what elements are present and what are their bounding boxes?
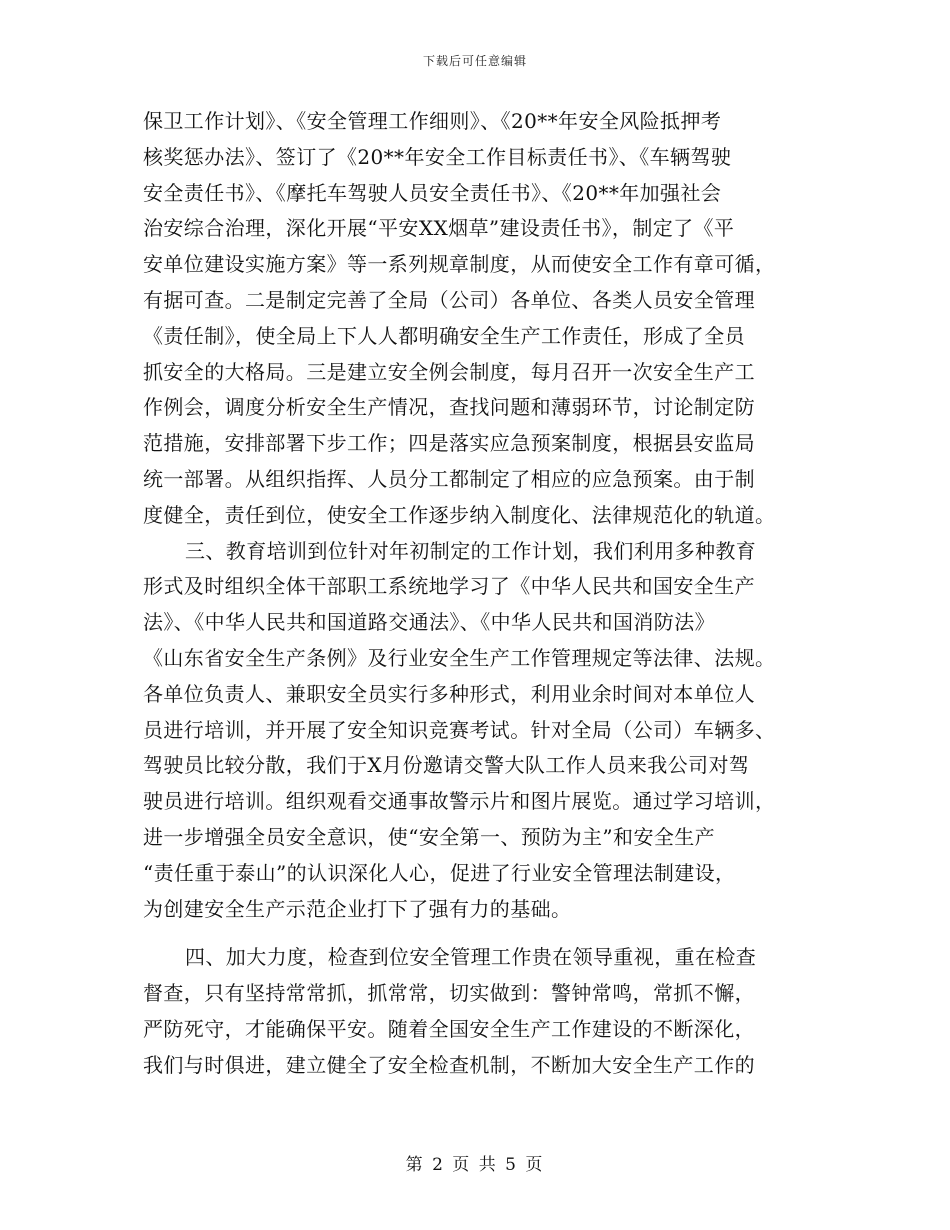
text-line: 安全责任书》、《摩托车驾驶人员安全责任书》、《20**年加强社会 [143, 180, 722, 205]
text-line: 有据可查。二是制定完善了全局（公司）各单位、各类人员安全管理 [143, 287, 755, 312]
text-line: 作例会，调度分析安全生产情况，查找问题和薄弱环节，讨论制定防 [143, 395, 755, 420]
text-line: 四、加大力度，检查到位安全管理工作贵在领导重视，重在检查 [185, 945, 757, 970]
text-line: 严防死守，才能确保平安。随着全国安全生产工作建设的不断深化， [143, 1016, 755, 1041]
text-line: 核奖惩办法》、签订了《20**年安全工作目标责任书》、《车辆驾驶 [143, 144, 732, 169]
text-line: 安单位建设实施方案》等一系列规章制度，从而使安全工作有章可循， [143, 252, 776, 277]
document-body [143, 104, 808, 1084]
text-line: 范措施，安排部署下步工作；四是落实应急预案制度，根据县安监局 [143, 431, 755, 456]
text-line: 进一步增强全员安全意识，使“安全第一、预防为主”和安全生产 [143, 824, 716, 849]
text-line: 形式及时组织全体干部职工系统地学习了《中华人民共和国安全生产 [143, 574, 755, 599]
paragraph-2 [143, 534, 808, 928]
text-line: 度健全，责任到位，使安全工作逐步纳入制度化、法律规范化的轨道。 [143, 502, 776, 527]
text-line: 保卫工作计划》、《安全管理工作细则》、《20**年安全风险抵押考 [143, 109, 722, 133]
text-line: 《责任制》，使全局上下人人都明确安全生产工作责任，形成了全员 [143, 323, 745, 348]
text-line: 治安综合治理，深化开展“平安XX烟草”建设责任书》，制定了《平 [143, 216, 735, 241]
text-line: 三、教育培训到位针对年初制定的工作计划，我们利用多种教育 [185, 538, 757, 563]
text-line: “责任重于泰山”的认识深化人心，促进了行业安全管理法制建设， [143, 860, 736, 885]
paragraph-spacer [143, 927, 808, 940]
page-header: 下载后可任意编辑 [422, 54, 527, 68]
text-line: 各单位负责人、兼职安全员实行多种形式，利用业余时间对本单位人 [143, 681, 755, 706]
text-line: 员进行培训，并开展了安全知识竞赛考试。针对全局（公司）车辆多、 [143, 717, 776, 742]
paragraph-3 [143, 940, 808, 1083]
text-line: 统一部署。从组织指挥、人员分工都制定了相应的应急预案。由于制 [143, 466, 755, 491]
text-line: 督查，只有坚持常常抓，抓常常，切实做到：警钟常鸣，常抓不懈， [143, 981, 755, 1006]
text-line: 法》、《中华人民共和国道路交通法》、《中华人民共和国消防法》 [143, 610, 715, 635]
text-line: 我们与时俱进，建立健全了安全检查机制，不断加大安全生产工作的 [143, 1052, 755, 1077]
text-line: 为创建安全生产示范企业打下了强有力的基础。 [143, 896, 572, 921]
text-line: 驶员进行培训。组织观看交通事故警示片和图片展览。通过学习培训， [143, 789, 776, 814]
text-line: 抓安全的大格局。三是建立安全例会制度，每月召开一次安全生产工 [143, 359, 755, 384]
paragraph-1 [143, 104, 808, 534]
page-number: 第 2 页 共 5 页 [405, 1155, 545, 1175]
text-line: 驾驶员比较分散，我们于X月份邀请交警大队工作人员来我公司对驾 [143, 753, 750, 778]
text-line: 《山东省安全生产条例》及行业安全生产工作管理规定等法律、法规。 [143, 645, 776, 670]
